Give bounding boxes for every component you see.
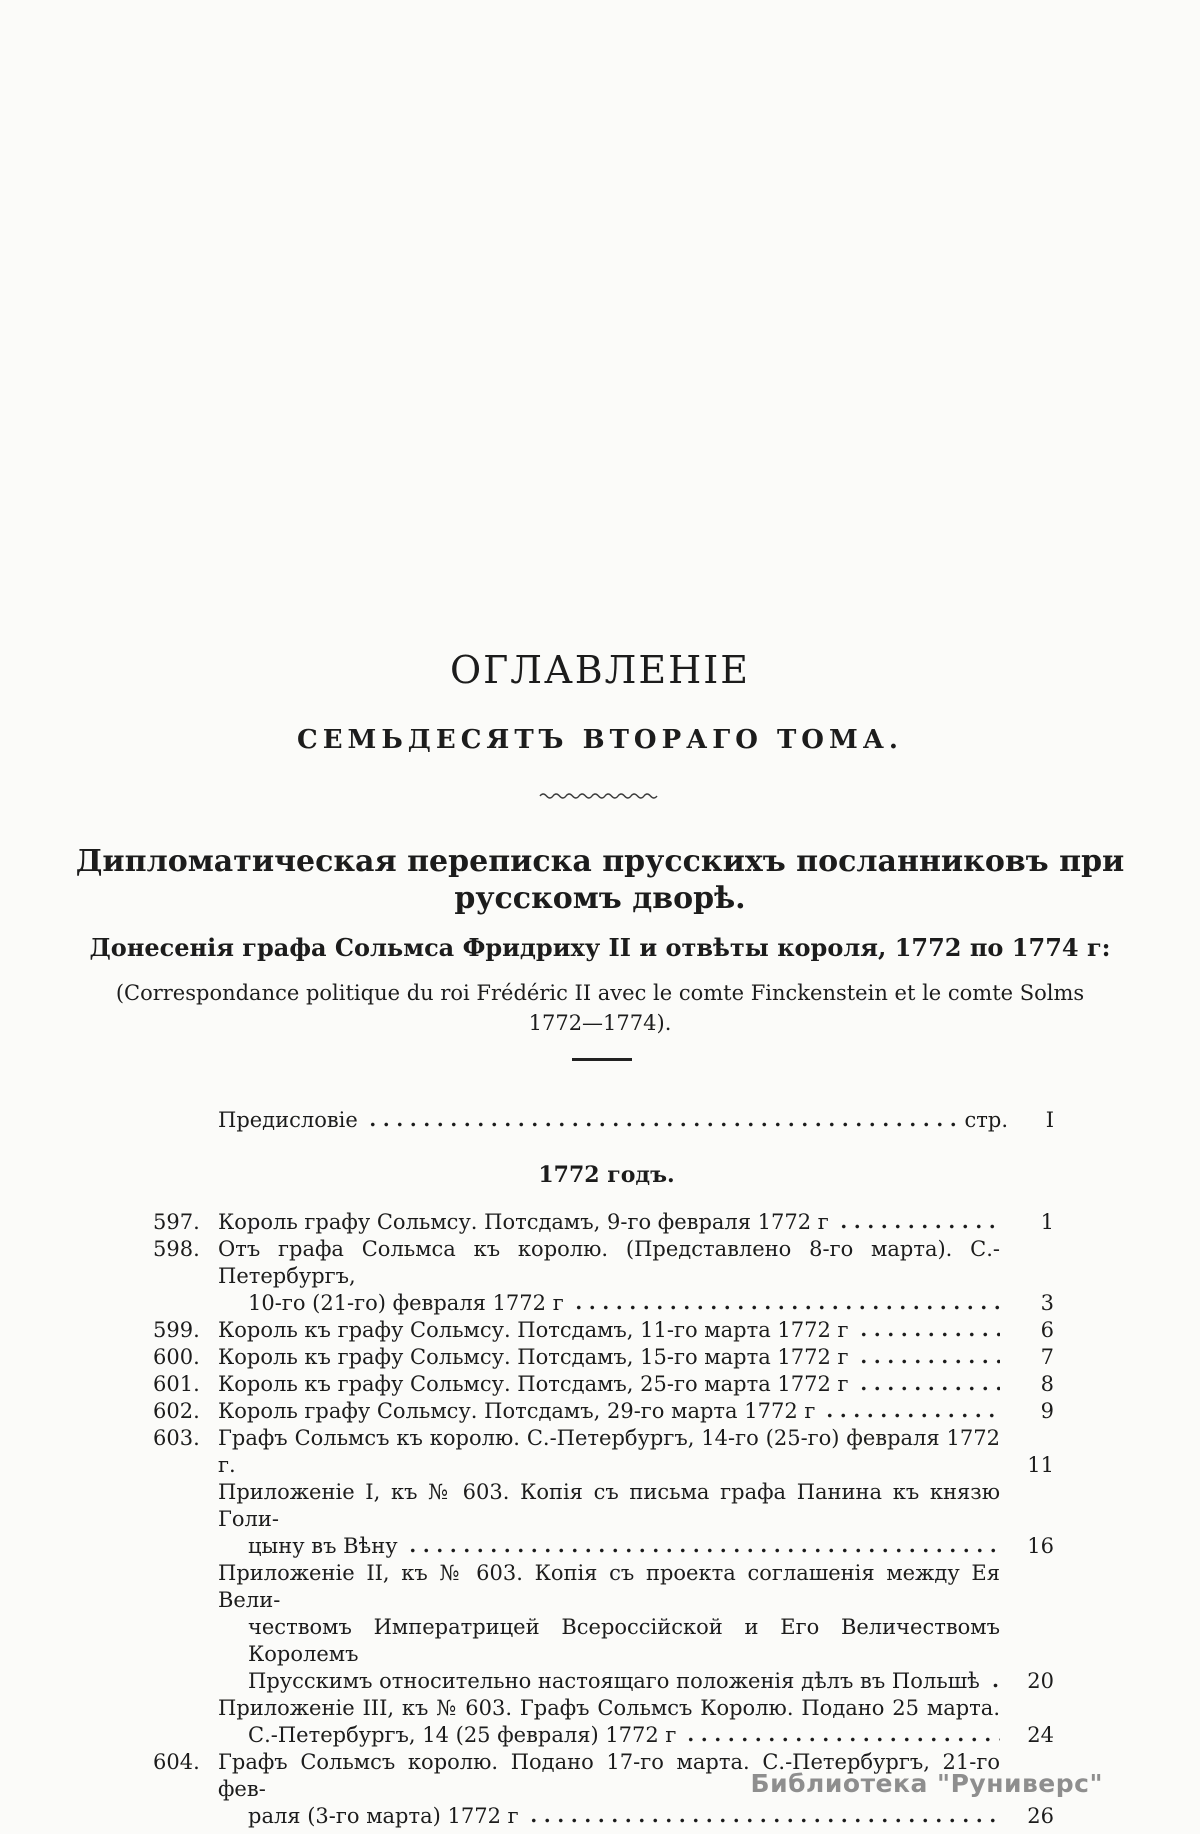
toc-entry-line [153,1533,1060,1560]
dot-leader [682,1722,1000,1749]
toc-entry-line [153,1398,1060,1425]
entry-page-number: 20 [1027,1669,1054,1693]
entry-text: Приложеніе III, къ № 603. Графъ Сольмсъ Королю. Подано 25 марта. [218,1696,1000,1720]
page-prefix: стр. [964,1108,1008,1132]
volume-subtitle: СЕМЬДЕСЯТЪ ВТОРАГО ТОМА. [297,725,903,755]
entry-page-number: 26 [1027,1804,1054,1828]
dot-leader [835,1209,1000,1236]
entry-text: 10-го (21-го) февраля 1772 г [248,1291,564,1315]
entry-page-number: 11 [1027,1453,1054,1477]
toc-entries [153,1209,1060,1830]
entry-number: 602. [153,1399,200,1423]
toc-entry-line [153,1722,1060,1749]
entry-page-number: 1 [1040,1210,1054,1234]
toc-entry-line [153,1425,1060,1479]
french-note-line1: (Correspondance politique du roi Frédéric II avec le comte Finckenstein et le comte Solms [115,981,1085,1005]
entry-page-number: 9 [1040,1399,1054,1423]
toc-entry-line [153,1209,1060,1236]
dot-leader [821,1398,1000,1425]
entry-text: цыну въ Вѣну [248,1534,398,1558]
section-heading [0,843,1200,917]
dot-leader [570,1290,1000,1317]
toc-entry-line [153,1317,1060,1344]
dot-leader [855,1317,1000,1344]
toc-entry-line [153,1803,1060,1830]
toc-entry-line [153,1614,1060,1668]
toc-entry-line [153,1668,1060,1695]
entry-number: 598. [153,1237,200,1261]
dot-leader [404,1533,1000,1560]
entry-text: чествомъ Императрицей Всероссійской и Его Величествомъ Королемъ [248,1615,1000,1666]
reports-subheading: Донесенія графа Сольмса Фридриху II и отвѣты короля, 1772 по 1774 г: [89,933,1111,962]
toc-entry-line [153,1479,1060,1533]
toc-entry-line [153,1695,1060,1722]
entry-text: Графъ Сольмсъ къ королю. С.-Петербургъ, 14-го (25-го) февраля 1772 г. [218,1426,1000,1477]
entry-text: раля (3-го марта) 1772 г [248,1804,519,1828]
dot-leader [986,1668,1000,1695]
dot-leader [855,1344,1000,1371]
entry-text: Приложеніе II, къ № 603. Копія съ проекта соглашенія между Ея Вели- [218,1561,1000,1612]
entry-number: 603. [153,1426,200,1450]
toc-entry-line [153,1560,1060,1614]
entry-number: 604. [153,1750,200,1774]
dot-leader [855,1371,1000,1398]
entry-number: 601. [153,1372,200,1396]
entry-text: Приложеніе I, къ № 603. Копія съ письма графа Панина къ князю Голи- [218,1480,1000,1531]
entry-page-number: 7 [1040,1345,1054,1369]
section-heading-line1: Дипломатическая переписка прусскихъ посланниковъ при [75,844,1125,879]
year-heading: 1772 годъ. [538,1162,675,1188]
entry-text: Графъ Сольмсъ королю. Подано 17-го марта. С.-Петербургъ, 21-го фев- [218,1750,1000,1801]
entry-page-number: 3 [1040,1291,1054,1315]
preface-label: Предисловіе [218,1108,358,1132]
toc-entry-line [153,1344,1060,1371]
dot-leader [525,1803,1000,1830]
section-rule [572,1058,632,1061]
section-heading-line2: русскомъ дворѣ. [454,881,746,916]
toc-entry-line [153,1371,1060,1398]
entry-text: Король къ графу Сольмсу. Потсдамъ, 15-го марта 1772 г [218,1345,849,1369]
library-watermark: Библиотека "Руниверс" [750,1769,1103,1798]
entry-page-number: 8 [1040,1372,1054,1396]
entry-number: 600. [153,1345,200,1369]
entry-text: Король графу Сольмсу. Потсдамъ, 9-го февраля 1772 г [218,1210,829,1234]
french-note-line2: 1772—1774). [528,1011,672,1035]
entry-number: 597. [153,1210,200,1234]
page-title: ОГЛАВЛЕНІЕ [449,648,751,692]
preface-page-number: I [1045,1108,1054,1132]
entry-text: Король графу Сольмсу. Потсдамъ, 29-го марта 1772 г [218,1399,816,1423]
entry-text: Король къ графу Сольмсу. Потсдамъ, 25-го марта 1772 г [218,1372,849,1396]
entry-text: Прусскимъ относительно настоящаго положенія дѣлъ въ Польшѣ [248,1669,980,1693]
table-of-contents [153,1107,1060,1830]
preface-line [153,1107,1060,1134]
entry-page-number: 24 [1027,1723,1054,1747]
french-note [0,978,1200,1038]
entry-page-number: 6 [1040,1318,1054,1342]
entry-page-number: 16 [1027,1534,1054,1558]
entry-text: Король къ графу Сольмсу. Потсдамъ, 11-го марта 1772 г [218,1318,849,1342]
dot-leader [364,1107,957,1134]
toc-entry-line [153,1290,1060,1317]
entry-text: С.-Петербургъ, 14 (25 февраля) 1772 г [248,1723,677,1747]
toc-entry-line [153,1236,1060,1290]
entry-text: Отъ графа Сольмса къ королю. (Представлено 8-го марта). С.-Петербургъ, [218,1237,1000,1288]
wavy-divider-icon [0,791,1200,801]
entry-number: 599. [153,1318,200,1342]
